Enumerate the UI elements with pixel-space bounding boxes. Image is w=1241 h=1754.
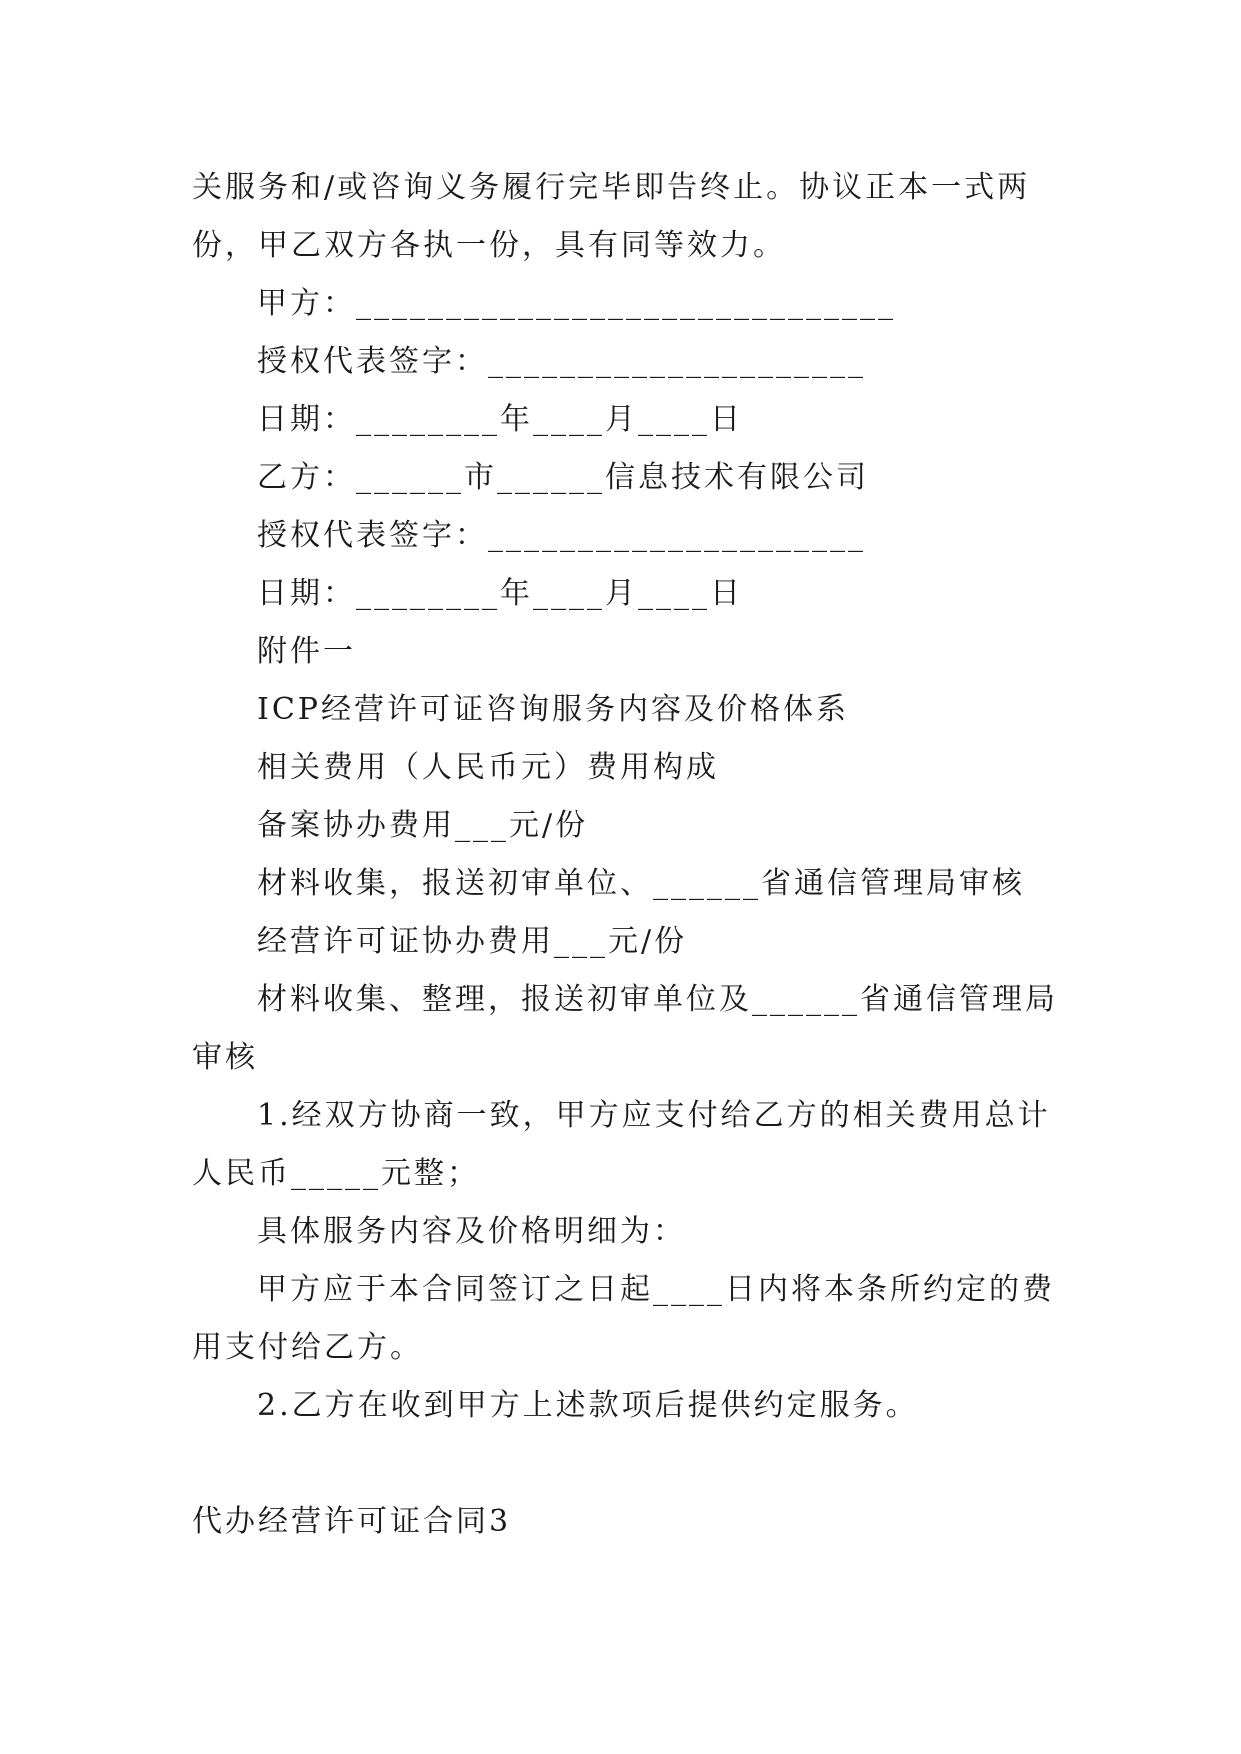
- fee-item-line: 备案协办费用___元/份: [257, 808, 589, 843]
- fee-item-line: 经营许可证协办费用___元/份: [257, 924, 688, 959]
- clause-line: 人民币_____元整；: [192, 1156, 480, 1191]
- fee-item-line: 材料收集，报送初审单位、______省通信管理局审核: [257, 866, 1025, 901]
- party-b-line: 乙方：______市______信息技术有限公司: [257, 460, 869, 495]
- clause-line: 具体服务内容及价格明细为：: [257, 1214, 686, 1249]
- section-title: 代办经营许可证合同3: [192, 1504, 512, 1539]
- fee-header-line: 相关费用（人民币元）费用构成: [257, 750, 719, 785]
- paragraph-line: 关服务和/或咨询义务履行完毕即告终止。协议正本一式两: [192, 170, 1031, 205]
- attachment-title: ICP经营许可证咨询服务内容及价格体系: [257, 692, 849, 727]
- party-a-signature-line: 授权代表签字：_____________________: [257, 344, 866, 379]
- clause-line: 用支付给乙方。: [192, 1330, 423, 1365]
- party-a-date-line: 日期：________年____月____日: [257, 402, 743, 437]
- fee-item-line: 材料收集、整理，报送初审单位及______省通信管理局: [257, 982, 1058, 1017]
- fee-item-line: 审核: [192, 1040, 258, 1075]
- clause-line: 1.经双方协商一致，甲方应支付给乙方的相关费用总计: [257, 1098, 1051, 1133]
- clause-line: 2.乙方在收到甲方上述款项后提供约定服务。: [257, 1388, 919, 1423]
- paragraph-line: 份，甲乙双方各执一份，具有同等效力。: [192, 228, 786, 263]
- party-b-date-line: 日期：________年____月____日: [257, 576, 743, 611]
- party-a-line: 甲方：______________________________: [257, 286, 896, 321]
- party-b-signature-line: 授权代表签字：_____________________: [257, 518, 866, 553]
- clause-line: 甲方应于本合同签订之日起____日内将本条所约定的费: [257, 1272, 1055, 1307]
- attachment-heading: 附件一: [257, 634, 356, 669]
